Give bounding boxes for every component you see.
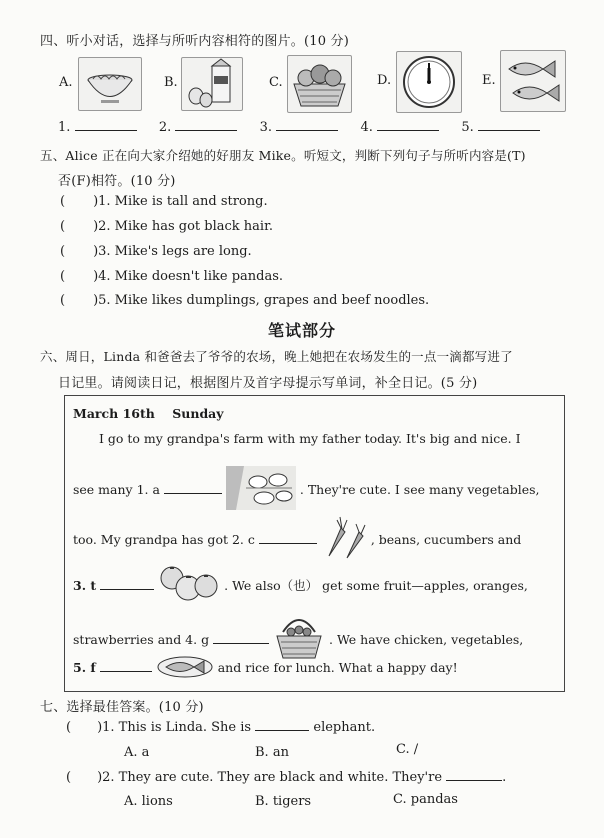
true-false-item <box>60 219 273 234</box>
diary-text: see many 1. a <box>73 482 160 497</box>
diary-blank-1[interactable] <box>164 493 222 494</box>
question-2 <box>66 770 506 785</box>
answer-blank-4[interactable] <box>377 130 439 131</box>
answer-label-1: 1. <box>58 120 71 135</box>
fish-dish-picture <box>156 654 214 680</box>
section5-heading-line2: 否(F)相符。(10 分) <box>58 174 176 189</box>
option-label-b: B. <box>164 75 178 90</box>
question-stem-end: elephant. <box>313 720 376 735</box>
tomatoes-picture <box>158 562 220 604</box>
question-1-blank[interactable] <box>255 730 309 731</box>
statement-text: )2. Mike has got black hair. <box>93 219 274 234</box>
fish-picture <box>500 50 566 112</box>
answer-label-4: 4. <box>360 120 373 135</box>
question-stem-end: . <box>502 770 507 785</box>
diary-text: strawberries and 4. g <box>73 632 210 647</box>
answer-paren-open[interactable]: ( <box>60 194 66 209</box>
answer-paren-open[interactable]: ( <box>60 269 66 284</box>
diary-line-1: I go to my grandpa's farm with my father today. It's big and nice. I <box>99 431 521 446</box>
answer-blank-1[interactable] <box>75 130 137 131</box>
true-false-item <box>60 293 429 308</box>
answer-blank-2[interactable] <box>175 130 237 131</box>
diary-box <box>64 395 565 692</box>
section7-heading: 七、选择最佳答案。(10 分) <box>40 700 204 715</box>
true-false-item <box>60 269 283 284</box>
answer-label-3: 3. <box>259 120 273 135</box>
carrots-picture <box>321 514 367 560</box>
question-stem: )1. This is Linda. She is <box>97 720 252 735</box>
answer-paren-open[interactable]: ( <box>60 244 66 259</box>
statement-text: )1. Mike is tall and strong. <box>93 194 268 209</box>
statement-text: )3. Mike's legs are long. <box>93 244 252 259</box>
question-stem: )2. They are cute. They are black and white. They're <box>97 770 443 785</box>
diary-line-3 <box>73 514 521 560</box>
answer-label-5: 5. <box>461 120 474 135</box>
diary-text: , beans, cucumbers and <box>370 532 522 547</box>
diary-text: 5. f <box>73 660 96 675</box>
statement-text: )4. Mike doesn't like pandas. <box>93 269 284 284</box>
section4-heading: 四、听小对话，选择与所听内容相符的图片。(10 分) <box>40 34 350 49</box>
section6-heading-line2: 日记里。请阅读日记，根据图片及首字母提示写单词，补全日记。(5 分) <box>58 376 478 391</box>
milk-and-eggs-picture <box>181 57 243 111</box>
option-b[interactable]: B. an <box>255 745 289 760</box>
option-c[interactable]: C. pandas <box>393 792 458 807</box>
diary-text: . We also（也） get some fruit—apples, oranges, <box>224 578 528 593</box>
answer-paren-open[interactable]: ( <box>60 219 66 234</box>
option-b[interactable]: B. tigers <box>255 794 312 809</box>
option-label-c: C. <box>269 75 283 90</box>
answer-paren-open[interactable]: ( <box>66 770 72 785</box>
answer-blank-5[interactable] <box>478 130 540 131</box>
noodles-bowl-picture <box>78 57 142 111</box>
option-label-a: A. <box>59 75 73 90</box>
written-part-title: 笔试部分 <box>267 321 336 340</box>
option-c[interactable]: C. / <box>396 742 419 757</box>
option-a[interactable]: A. lions <box>124 794 173 809</box>
clock-picture <box>396 51 462 113</box>
option-a[interactable]: A. a <box>124 745 150 760</box>
diary-date: March 16th Sunday <box>73 406 224 421</box>
answer-blank-3[interactable] <box>276 130 338 131</box>
diary-blank-2[interactable] <box>259 543 317 544</box>
section6-heading-line1: 六、周日，Linda 和爸爸去了爷爷的农场，晚上她把在农场发生的一点一滴都写进了 <box>40 349 513 364</box>
diary-blank-4[interactable] <box>213 643 269 644</box>
diary-line-4 <box>73 562 528 604</box>
diary-line-6 <box>73 654 458 680</box>
question-2-blank[interactable] <box>446 780 502 781</box>
option-label-d: D. <box>377 73 392 88</box>
option-label-e: E. <box>482 73 496 88</box>
question-1 <box>66 720 375 735</box>
answer-paren-open[interactable]: ( <box>66 720 72 735</box>
sheep-animals-picture <box>226 466 296 506</box>
diary-text: . They're cute. I see many vegetables, <box>299 482 540 497</box>
diary-text: . We have chicken, vegetables, <box>329 632 524 647</box>
diary-line-2 <box>73 466 540 506</box>
true-false-item <box>60 194 268 209</box>
diary-text: too. My grandpa has got 2. c <box>73 532 255 547</box>
diary-text: and rice for lunch. What a happy day! <box>217 660 458 675</box>
statement-text: )5. Mike likes dumplings, grapes and beef noodles. <box>93 293 430 308</box>
answer-label-2: 2. <box>158 120 172 135</box>
true-false-item <box>60 244 252 259</box>
section4-answer-row <box>58 120 540 135</box>
diary-blank-5[interactable] <box>100 671 152 672</box>
section5-heading-line1: 五、Alice 正在向大家介绍她的好朋友 Mike。听短文，判断下列句子与所听内容是(T) <box>40 148 526 163</box>
answer-paren-open[interactable]: ( <box>60 293 66 308</box>
fruit-basket-picture <box>287 55 352 113</box>
diary-blank-3[interactable] <box>100 589 154 590</box>
diary-text: 3. t <box>73 578 97 593</box>
